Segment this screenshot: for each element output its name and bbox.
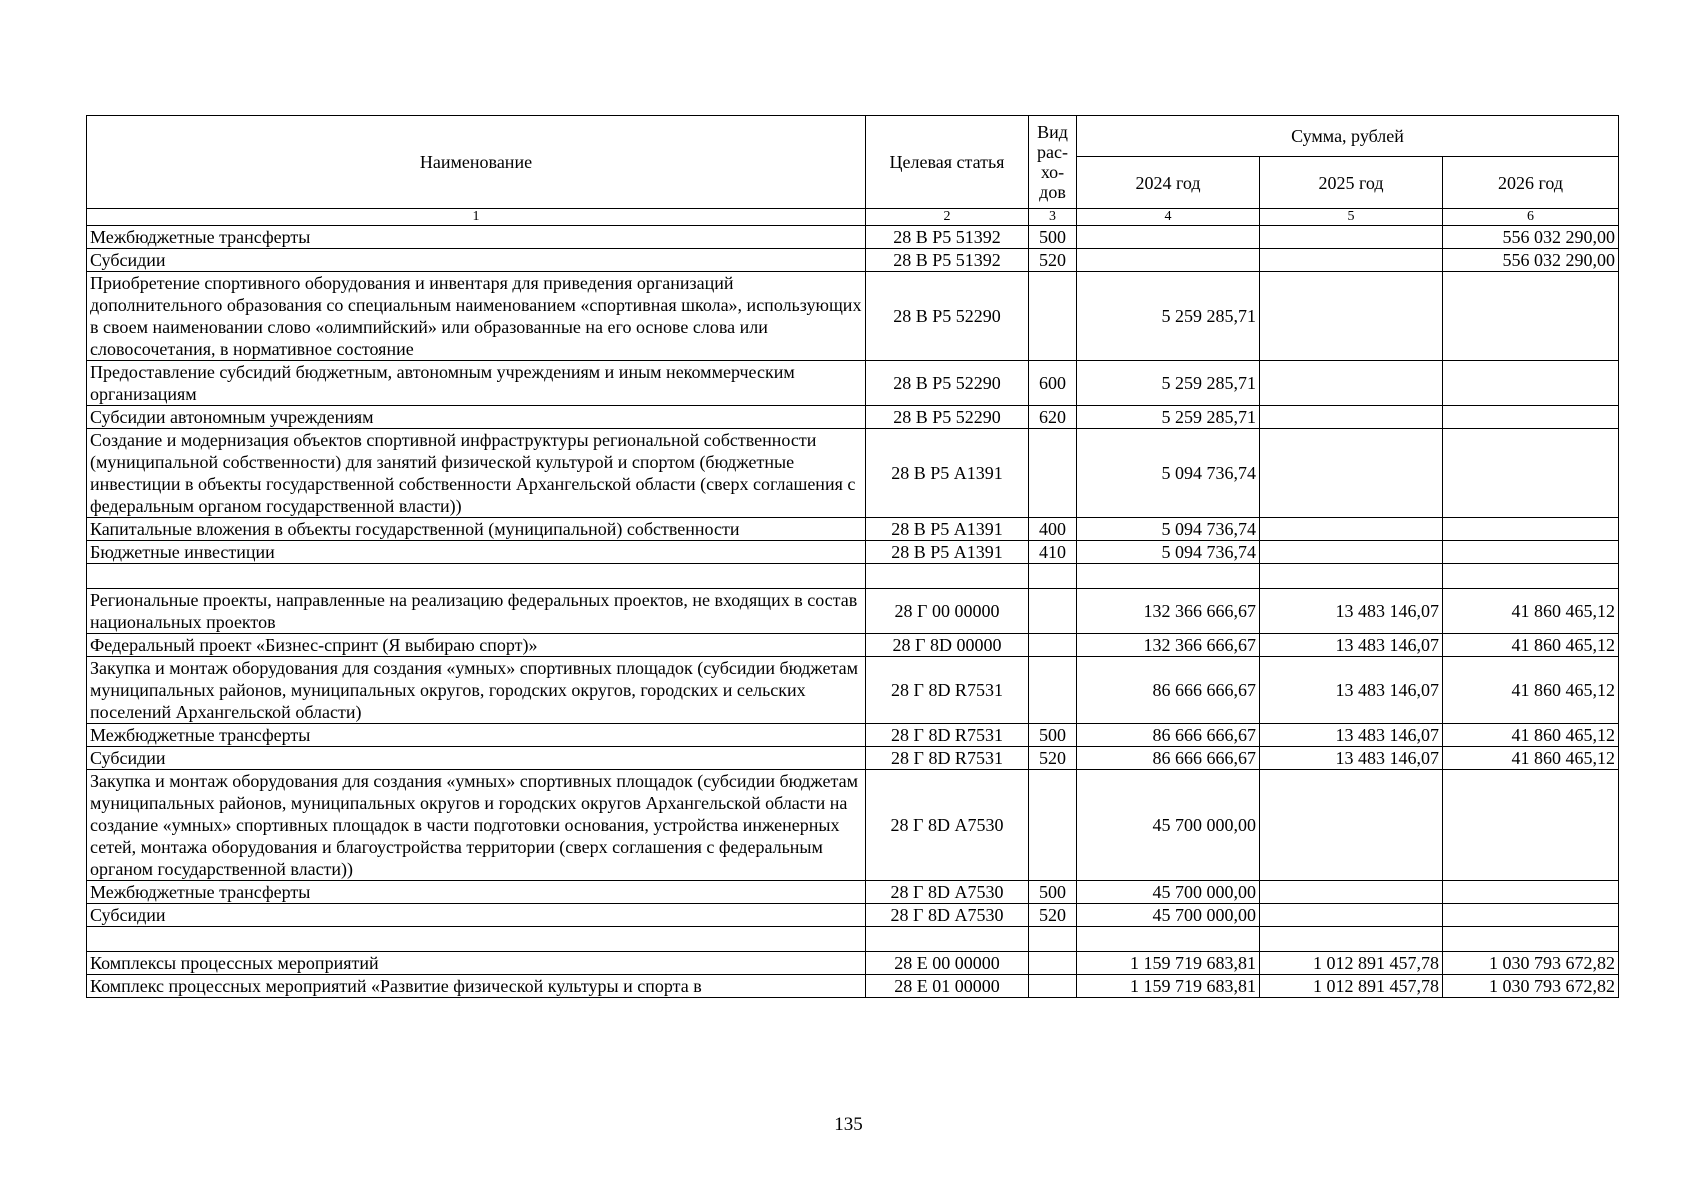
row-code: 28 Г 8D R7531 [866, 747, 1029, 770]
column-number-row [87, 209, 1619, 226]
header-vr [1029, 116, 1077, 209]
row-name: Межбюджетные трансферты [87, 881, 866, 904]
row-code: 28 В Р5 52290 [866, 361, 1029, 406]
table-row [87, 518, 1619, 541]
row-code: 28 Г 8D А7530 [866, 904, 1029, 927]
table-row [87, 226, 1619, 249]
row-2024 [1077, 226, 1260, 249]
row-2024: 5 094 736,74 [1077, 429, 1260, 518]
row-2025 [1260, 904, 1443, 927]
row-2026 [1443, 881, 1619, 904]
row-vr: 500 [1029, 226, 1077, 249]
row-vr [1029, 770, 1077, 881]
row-2025 [1260, 429, 1443, 518]
header-year-2024: 2024 год [1077, 157, 1260, 209]
row-2025: 13 483 146,07 [1260, 634, 1443, 657]
header-vr-line-3: хо- [1040, 162, 1065, 182]
spacer-cell [866, 927, 1029, 952]
row-vr: 520 [1029, 747, 1077, 770]
table-row [87, 272, 1619, 361]
budget-table [86, 115, 1619, 998]
row-2026 [1443, 272, 1619, 361]
row-name: Комплексы процессных мероприятий [87, 952, 866, 975]
row-2025: 13 483 146,07 [1260, 724, 1443, 747]
row-2026: 41 860 465,12 [1443, 724, 1619, 747]
spacer-cell [1443, 564, 1619, 589]
row-code: 28 Г 8D А7530 [866, 770, 1029, 881]
row-code: 28 В Р5 А1391 [866, 541, 1029, 564]
table-row [87, 904, 1619, 927]
row-code: 28 Г 8D А7530 [866, 881, 1029, 904]
header-year-2025: 2025 год [1260, 157, 1443, 209]
row-2026 [1443, 541, 1619, 564]
colnum-1: 1 [87, 209, 866, 226]
row-vr [1029, 657, 1077, 724]
table-row [87, 975, 1619, 998]
row-name: Комплекс процессных мероприятий «Развитие физической культуры и спорта в [87, 975, 866, 998]
row-2026 [1443, 361, 1619, 406]
row-name: Закупка и монтаж оборудования для создания «умных» спортивных площадок (субсидии бюджетам муниципальных районов, муниципальных округов, городских округов, городских и сельских поселений Архангельской области) [87, 657, 866, 724]
header-vr-line-4: дов [1039, 182, 1066, 202]
table-row [87, 952, 1619, 975]
row-2025: 13 483 146,07 [1260, 747, 1443, 770]
table-row [87, 406, 1619, 429]
row-2024: 1 159 719 683,81 [1077, 952, 1260, 975]
table-row [87, 249, 1619, 272]
row-name: Региональные проекты, направленные на реализацию федеральных проектов, не входящих в состав национальных проектов [87, 589, 866, 634]
row-2024: 45 700 000,00 [1077, 904, 1260, 927]
colnum-4: 4 [1077, 209, 1260, 226]
table-row [87, 724, 1619, 747]
row-name: Приобретение спортивного оборудования и инвентаря для приведения организаций дополнительного образования со специальным наименованием «спортивная школа», использующих в своем наименовании слово «олимпийский» или образованные на его основе слова или словосочетания, в нормативное состояние [87, 272, 866, 361]
row-2024: 45 700 000,00 [1077, 770, 1260, 881]
colnum-2: 2 [866, 209, 1029, 226]
row-code: 28 В Р5 52290 [866, 406, 1029, 429]
spacer-cell [866, 564, 1029, 589]
row-2025: 1 012 891 457,78 [1260, 975, 1443, 998]
row-name: Субсидии [87, 904, 866, 927]
colnum-5: 5 [1260, 209, 1443, 226]
row-code: 28 Г 8D 00000 [866, 634, 1029, 657]
row-2026 [1443, 429, 1619, 518]
row-code: 28 Г 00 00000 [866, 589, 1029, 634]
row-2025 [1260, 518, 1443, 541]
header-sum: Сумма, рублей [1077, 116, 1619, 157]
row-2024: 132 366 666,67 [1077, 634, 1260, 657]
row-vr [1029, 975, 1077, 998]
row-2024: 45 700 000,00 [1077, 881, 1260, 904]
row-name: Субсидии [87, 249, 866, 272]
row-vr [1029, 272, 1077, 361]
row-code: 28 В Р5 51392 [866, 249, 1029, 272]
row-vr [1029, 589, 1077, 634]
row-2024: 5 259 285,71 [1077, 406, 1260, 429]
row-2026: 41 860 465,12 [1443, 589, 1619, 634]
row-name: Бюджетные инвестиции [87, 541, 866, 564]
row-2025: 13 483 146,07 [1260, 657, 1443, 724]
row-vr: 600 [1029, 361, 1077, 406]
table-row [87, 634, 1619, 657]
row-2025: 13 483 146,07 [1260, 589, 1443, 634]
table-row [87, 429, 1619, 518]
table-row [87, 770, 1619, 881]
spacer-row [87, 564, 1619, 589]
row-2026 [1443, 904, 1619, 927]
row-2026: 41 860 465,12 [1443, 657, 1619, 724]
row-2024: 5 259 285,71 [1077, 361, 1260, 406]
colnum-3: 3 [1029, 209, 1077, 226]
spacer-row [87, 927, 1619, 952]
row-vr: 500 [1029, 881, 1077, 904]
row-2024: 132 366 666,67 [1077, 589, 1260, 634]
header-vr-line-2: рас- [1037, 142, 1068, 162]
row-name: Создание и модернизация объектов спортивной инфраструктуры региональной собственности (муниципальной собственности) для занятий физической культурой и спортом (бюджетные инвестиции в объекты государственной собственности Архангельской области (сверх соглашения с федеральным органом государственной власти)) [87, 429, 866, 518]
table-row [87, 589, 1619, 634]
row-name: Федеральный проект «Бизнес-спринт (Я выбираю спорт)» [87, 634, 866, 657]
row-code: 28 Е 01 00000 [866, 975, 1029, 998]
row-2026: 41 860 465,12 [1443, 747, 1619, 770]
table-row [87, 361, 1619, 406]
row-code: 28 Г 8D R7531 [866, 724, 1029, 747]
spacer-cell [1077, 564, 1260, 589]
row-code: 28 В Р5 52290 [866, 272, 1029, 361]
row-code: 28 Е 00 00000 [866, 952, 1029, 975]
row-name: Субсидии автономным учреждениям [87, 406, 866, 429]
header-target: Целевая статья [866, 116, 1029, 209]
spacer-cell [87, 564, 866, 589]
row-vr [1029, 429, 1077, 518]
row-2026 [1443, 406, 1619, 429]
table-row [87, 541, 1619, 564]
row-2024 [1077, 249, 1260, 272]
row-2026: 41 860 465,12 [1443, 634, 1619, 657]
spacer-cell [1077, 927, 1260, 952]
row-vr: 500 [1029, 724, 1077, 747]
row-code: 28 В Р5 А1391 [866, 518, 1029, 541]
row-vr: 520 [1029, 904, 1077, 927]
row-2025 [1260, 541, 1443, 564]
row-vr: 620 [1029, 406, 1077, 429]
header-row-1 [87, 116, 1619, 157]
row-name: Предоставление субсидий бюджетным, автономным учреждениям и иным некоммерческим организациям [87, 361, 866, 406]
header-name: Наименование [87, 116, 866, 209]
row-2024: 86 666 666,67 [1077, 747, 1260, 770]
spacer-cell [87, 927, 866, 952]
row-2026 [1443, 518, 1619, 541]
row-vr: 410 [1029, 541, 1077, 564]
table-row [87, 657, 1619, 724]
row-2026: 1 030 793 672,82 [1443, 975, 1619, 998]
row-2026: 1 030 793 672,82 [1443, 952, 1619, 975]
row-2024: 5 094 736,74 [1077, 518, 1260, 541]
row-vr [1029, 634, 1077, 657]
row-2026: 556 032 290,00 [1443, 249, 1619, 272]
row-2026 [1443, 770, 1619, 881]
row-2025 [1260, 361, 1443, 406]
row-2025 [1260, 272, 1443, 361]
row-2025 [1260, 406, 1443, 429]
row-2024: 1 159 719 683,81 [1077, 975, 1260, 998]
row-vr: 520 [1029, 249, 1077, 272]
spacer-cell [1260, 564, 1443, 589]
row-2025 [1260, 249, 1443, 272]
row-2025: 1 012 891 457,78 [1260, 952, 1443, 975]
row-2025 [1260, 226, 1443, 249]
row-name: Субсидии [87, 747, 866, 770]
row-name: Межбюджетные трансферты [87, 724, 866, 747]
row-name: Межбюджетные трансферты [87, 226, 866, 249]
row-name: Капитальные вложения в объекты государственной (муниципальной) собственности [87, 518, 866, 541]
row-code: 28 В Р5 51392 [866, 226, 1029, 249]
row-code: 28 Г 8D R7531 [866, 657, 1029, 724]
table-row [87, 747, 1619, 770]
header-year-2026: 2026 год [1443, 157, 1619, 209]
spacer-cell [1260, 927, 1443, 952]
row-2026: 556 032 290,00 [1443, 226, 1619, 249]
row-2025 [1260, 770, 1443, 881]
page-number: 135 [834, 1114, 863, 1135]
spacer-cell [1029, 564, 1077, 589]
header-vr-line-1: Вид [1037, 122, 1068, 142]
colnum-6: 6 [1443, 209, 1619, 226]
row-vr [1029, 952, 1077, 975]
row-name: Закупка и монтаж оборудования для создания «умных» спортивных площадок (субсидии бюджетам муниципальных районов, муниципальных округов и городских округов Архангельской области на создание «умных» спортивных площадок в части подготовки основания, устройства инженерных сетей, монтажа оборудования и благоустройства территории (сверх соглашения с федеральным органом государственной власти)) [87, 770, 866, 881]
row-2024: 5 259 285,71 [1077, 272, 1260, 361]
row-2024: 86 666 666,67 [1077, 724, 1260, 747]
table-row [87, 881, 1619, 904]
row-vr: 400 [1029, 518, 1077, 541]
spacer-cell [1443, 927, 1619, 952]
row-2025 [1260, 881, 1443, 904]
spacer-cell [1029, 927, 1077, 952]
row-2024: 86 666 666,67 [1077, 657, 1260, 724]
row-code: 28 В Р5 А1391 [866, 429, 1029, 518]
row-2024: 5 094 736,74 [1077, 541, 1260, 564]
